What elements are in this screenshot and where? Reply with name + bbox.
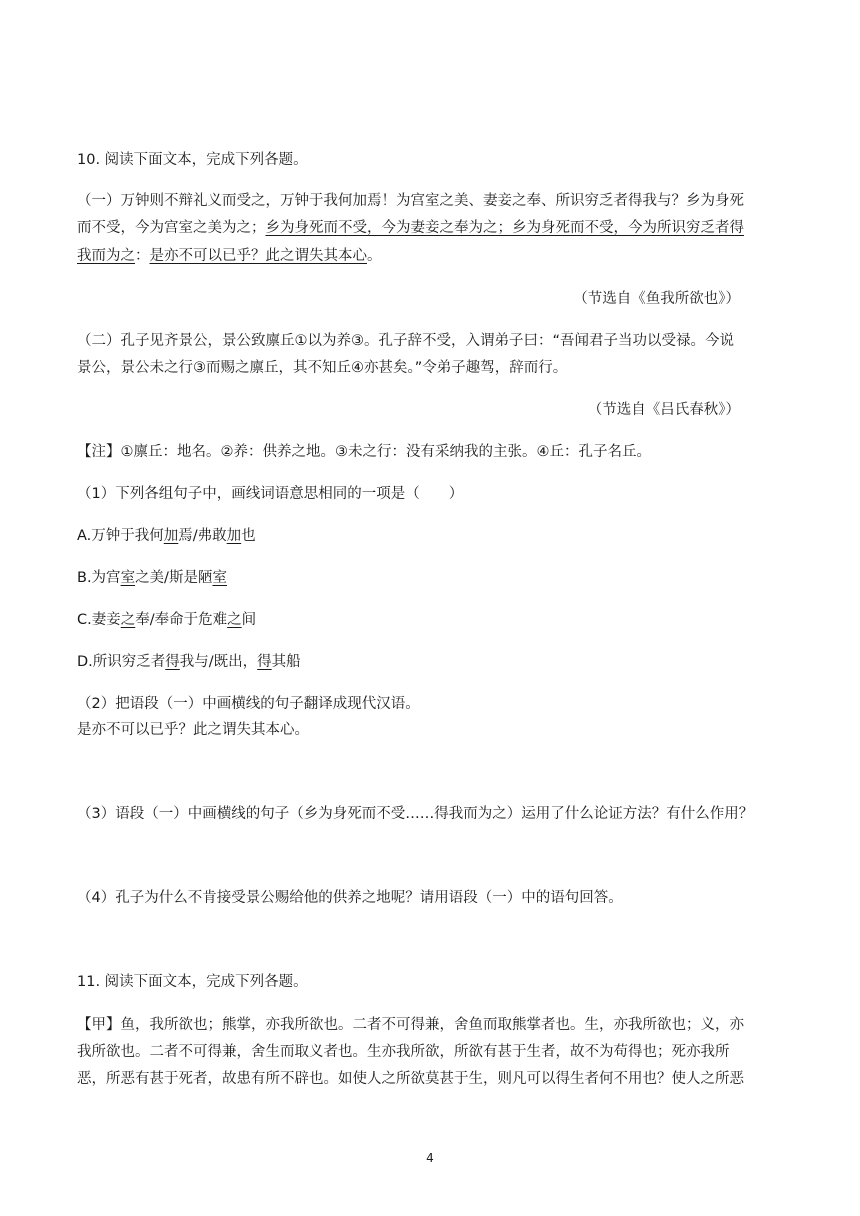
option-c: C.妻妾之奉/奉命于危难之间 bbox=[77, 612, 257, 628]
passage1-source: （节选自《鱼我所欲也》） bbox=[573, 291, 740, 307]
q11-line3: 恶，所恶有甚于死者，故患有所不辟也。如使人之所欲莫甚于生，则凡可以得生者何不用也？使人之所恶 bbox=[77, 1071, 744, 1087]
passage1-line2: 而不受，今为宫室之美为之；乡为身死而不受，今为妻妾之奉为之；乡为身死而不受，今为所识穷乏者得 bbox=[77, 220, 744, 236]
sub1-stem: （1）下列各组句子中，画线词语意思相同的一项是（ ） bbox=[77, 486, 464, 502]
option-b: B.为宫室之美/斯是陋室 bbox=[77, 570, 227, 586]
q11-line2: 我所欲也。二者不可得兼，舍生而取义者也。生亦我所欲，所欲有甚于生者，故不为苟得也；死亦我所 bbox=[77, 1044, 730, 1060]
passage2-line2: 景公，景公未之行③而赐之廪丘，其不知丘④亦甚矣。”令弟子趣驾，辞而行。 bbox=[77, 360, 568, 376]
passage2-line1: （二）孔子见齐景公，景公致廪丘①以为养③。孔子辞不受，入谓弟子曰：“吾闻君子当功以受禄。今说 bbox=[77, 333, 735, 349]
page-number: 4 bbox=[426, 1151, 434, 1165]
option-d: D.所识穷乏者得我与/既出，得其船 bbox=[77, 654, 301, 670]
option-a: A.万钟于我何加焉/弗敢加也 bbox=[77, 528, 256, 544]
question-10-title: 10. 阅读下面文本，完成下列各题。 bbox=[77, 152, 308, 168]
sub4-stem: （4）孔子为什么不肯接受景公赐给他的供养之地呢？请用语段（一）中的语句回答。 bbox=[77, 890, 623, 906]
sub2-stem: （2）把语段（一）中画横线的句子翻译成现代汉语。 bbox=[77, 696, 420, 712]
passage1-line3: 我而为之：是亦不可以已乎？此之谓失其本心。 bbox=[77, 248, 382, 264]
question-11-title: 11. 阅读下面文本，完成下列各题。 bbox=[77, 974, 308, 990]
passage2-source: （节选自《吕氏春秋》） bbox=[587, 402, 740, 418]
sub2-sentence: 是亦不可以已乎？此之谓失其本心。 bbox=[77, 722, 309, 738]
q11-line1: 【甲】鱼，我所欲也；熊掌，亦我所欲也。二者不可得兼，舍鱼而取熊掌者也。生，亦我所欲也；义，亦 bbox=[77, 1017, 744, 1033]
annotation-note: 【注】①廪丘：地名。②养：供养之地。③未之行：没有采纳我的主张。④丘：孔子名丘。 bbox=[77, 444, 651, 460]
sub3-stem: （3）语段（一）中画横线的句子（乡为身死而不受……得我而为之）运用了什么论证方法？有什么作用？ bbox=[77, 806, 754, 822]
underlined-sentence: 乡为身死而不受，今为妻妾之奉为之；乡为身死而不受，今为所识穷乏者得 bbox=[265, 220, 744, 236]
passage1-line1: （一）万钟则不辩礼义而受之，万钟于我何加焉！为宫室之美、妻妾之奉、所识穷乏者得我与？乡为身死 bbox=[77, 193, 744, 209]
